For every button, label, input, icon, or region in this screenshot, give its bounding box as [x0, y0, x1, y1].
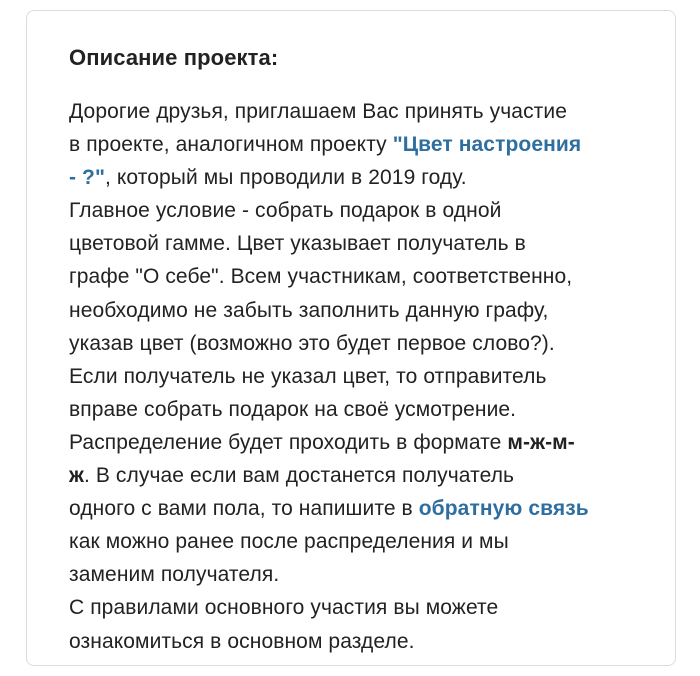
text-segment: С правилами основного участия вы можете [69, 596, 499, 620]
text-segment: . В случае если вам достанется получатель [84, 464, 515, 488]
text-line [69, 194, 644, 227]
text-segment: одного с вами пола, то напишите в [69, 497, 419, 521]
section-title: Описание проекта: [69, 45, 279, 70]
description-text [69, 95, 644, 658]
format-emphasis: м-ж-м- [507, 430, 575, 454]
text-segment: Главное условие - собрать подарок в одной [69, 199, 502, 223]
text-segment: вправе собрать подарок на своё усмотрение. [69, 397, 517, 421]
text-segment: как можно ранее после распределения и мы [69, 530, 509, 554]
text-segment: заменим получателя. [69, 563, 280, 587]
text-line [69, 227, 644, 260]
text-line [69, 625, 644, 658]
text-line [69, 492, 644, 525]
project-description-card [26, 10, 676, 666]
text-segment: необходимо не забыть заполнить данную графу, [69, 298, 549, 322]
text-line [69, 591, 644, 624]
text-line [69, 327, 644, 360]
text-line [69, 128, 644, 161]
feedback-link[interactable]: обратную связь [418, 497, 589, 521]
text-line [69, 294, 644, 327]
text-segment: ознакомиться в основном разделе. [69, 629, 415, 653]
text-line [69, 95, 644, 128]
text-line [69, 161, 644, 194]
text-line [69, 525, 644, 558]
text-segment: Если получатель не указал цвет, то отправитель [69, 364, 547, 388]
text-line [69, 459, 644, 492]
text-line [69, 393, 644, 426]
text-segment: , который мы проводили в 2019 году. [105, 166, 467, 190]
text-segment: в проекте, аналогичном проекту [69, 133, 393, 157]
text-line [69, 260, 644, 293]
color-of-mood-link[interactable]: "Цвет настроения [392, 133, 582, 157]
format-emphasis-continued: ж [69, 464, 84, 488]
color-of-mood-link-continued[interactable]: - ?" [69, 166, 106, 190]
text-line [69, 360, 644, 393]
text-segment: Дорогие друзья, приглашаем Вас принять участие [69, 100, 568, 123]
text-segment: Распределение будет проходить в формате [69, 430, 508, 454]
text-segment: указав цвет (возможно это будет первое слово?). [69, 331, 555, 355]
text-line [69, 426, 644, 459]
text-segment: графе "О себе". Всем участникам, соответственно, [69, 265, 573, 289]
text-line [69, 558, 644, 591]
text-segment: цветовой гамме. Цвет указывает получатель в [69, 232, 526, 256]
